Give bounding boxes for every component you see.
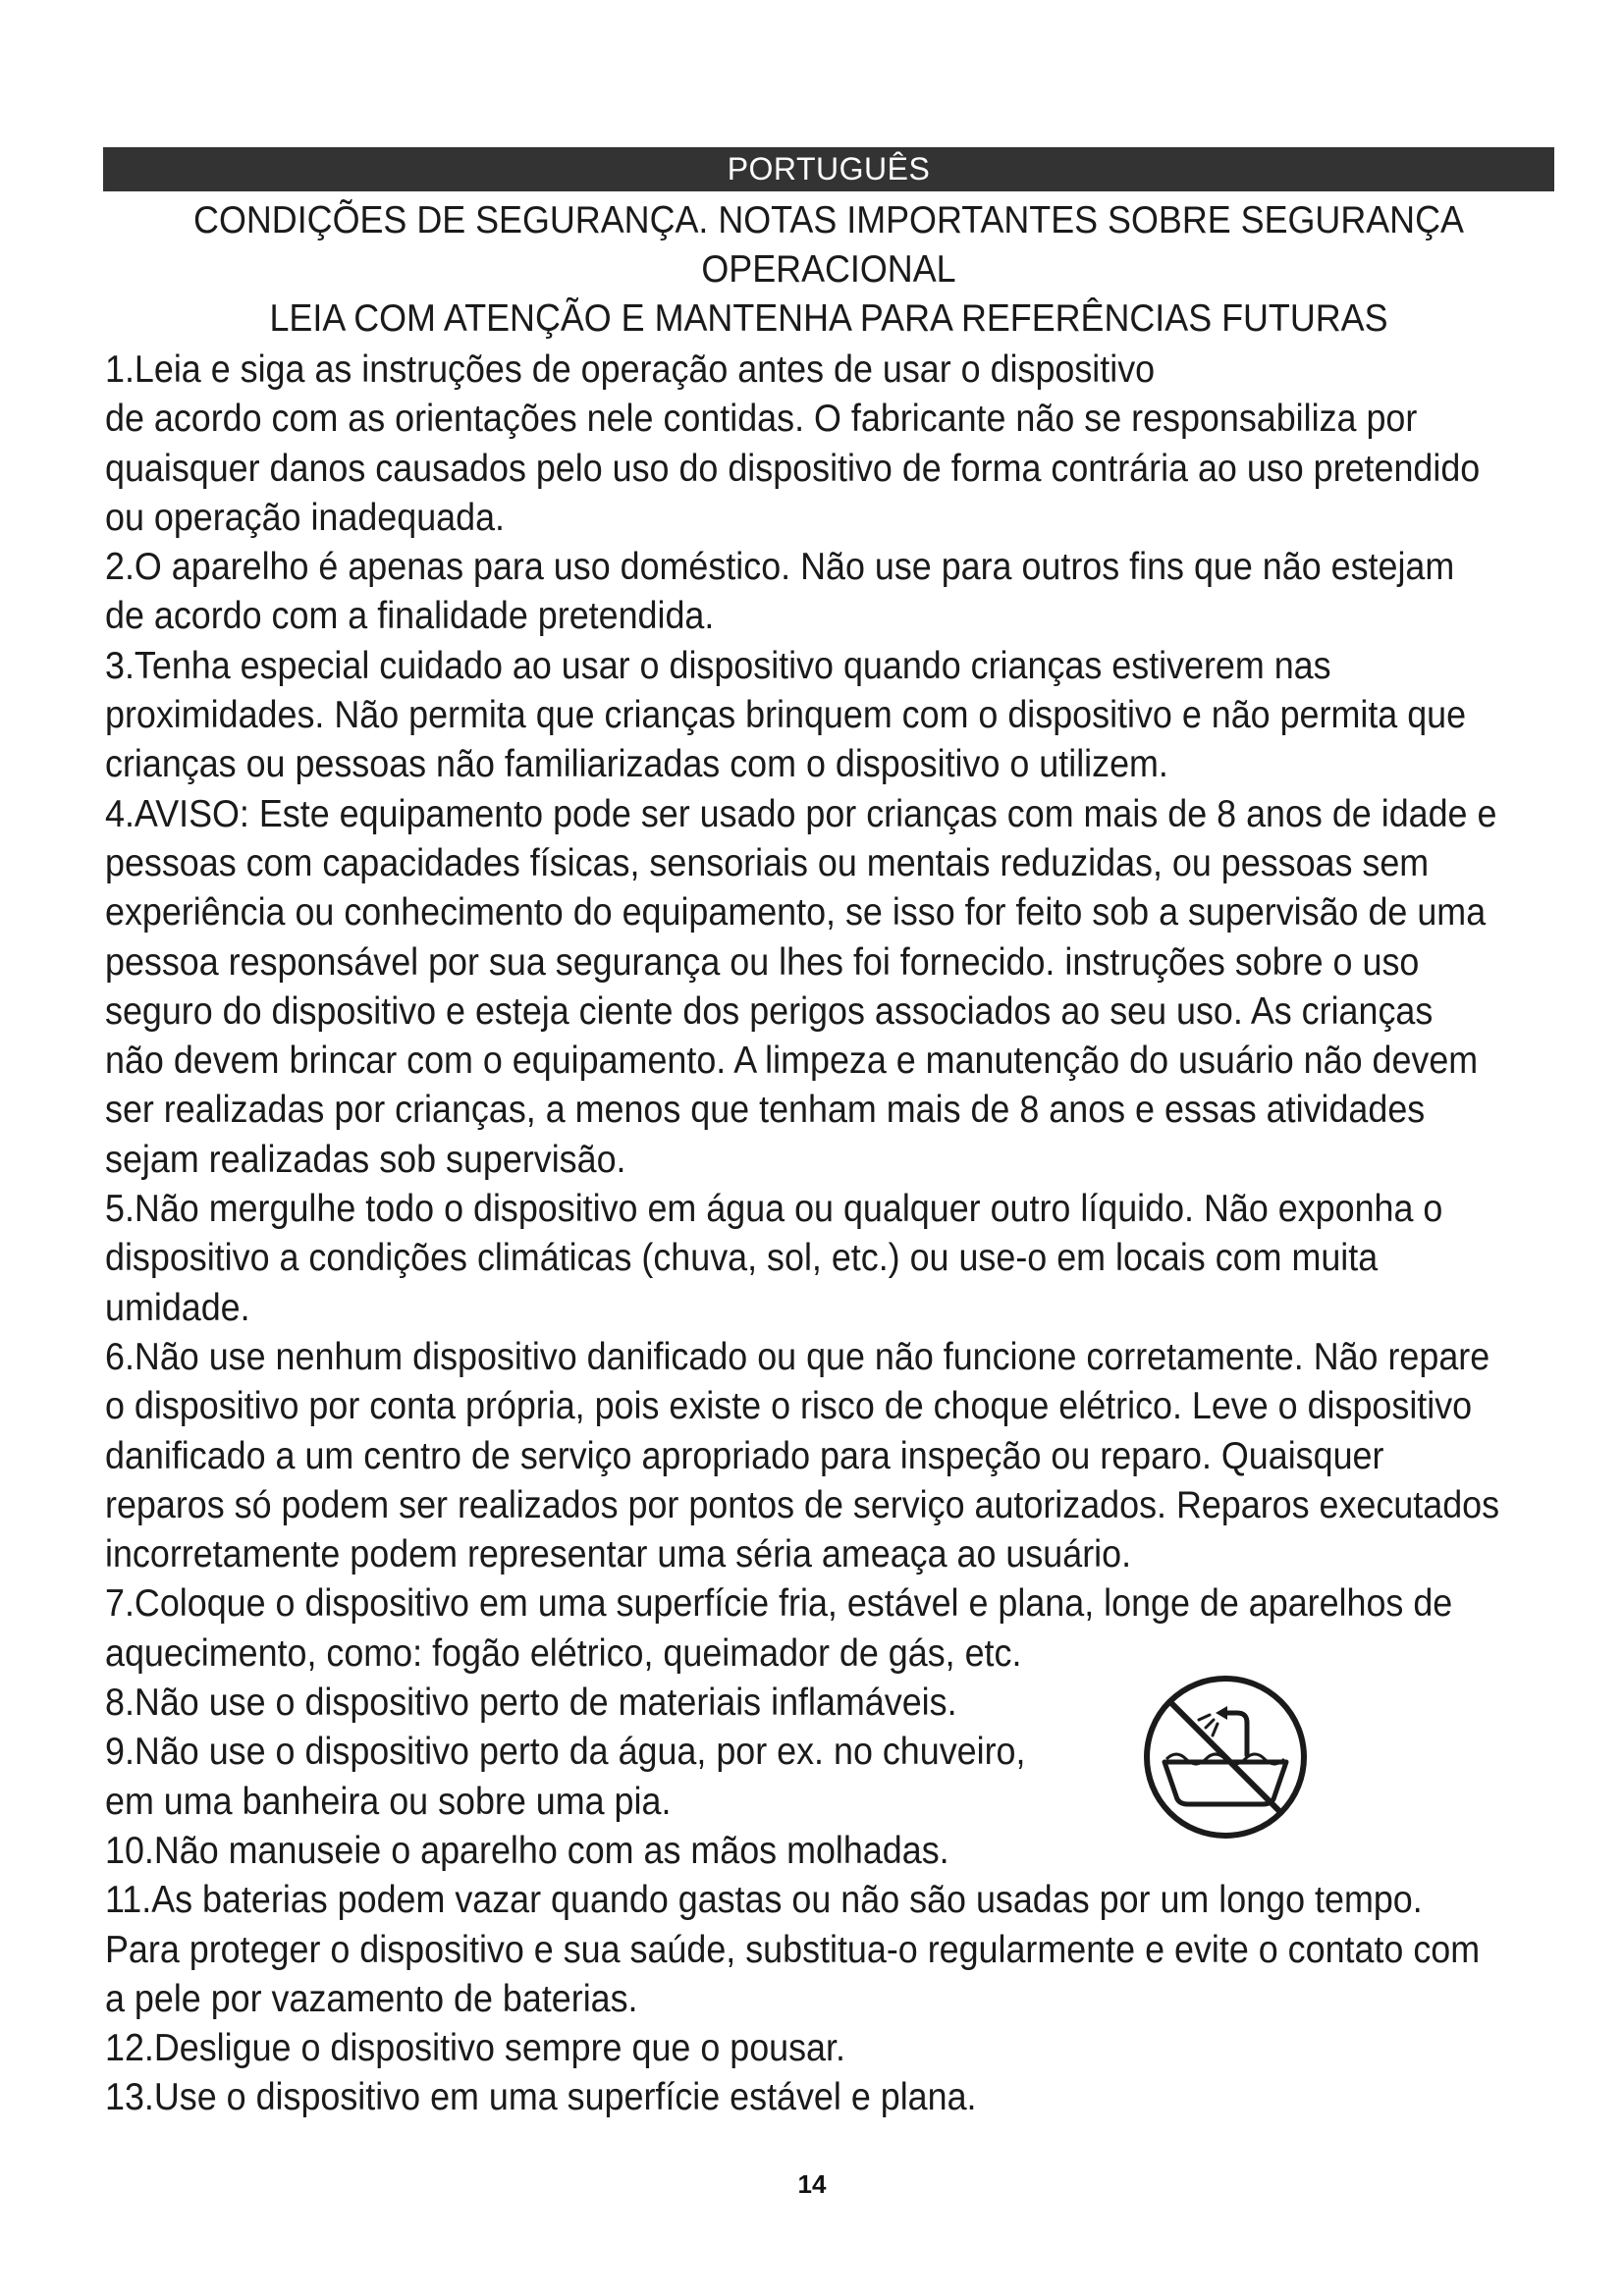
- instruction-line-text: proximidades. Não permita que crianças brinquem com o dispositivo e não permita que: [105, 694, 1467, 737]
- instruction-line: [105, 445, 1568, 494]
- instruction-line-text: reparos só podem ser realizados por pontos de serviço autorizados. Reparos executados: [105, 1483, 1500, 1526]
- instruction-line-text: seguro do dispositivo e esteja ciente dos perigos associados ao seu uso. As crianças: [105, 989, 1434, 1033]
- instruction-item: [105, 2024, 1568, 2073]
- instruction-item: [105, 1728, 1568, 1827]
- instruction-line-text: 5.Não mergulhe todo o dispositivo em água ou qualquer outro líquido. Não exponha o: [105, 1188, 1443, 1231]
- heading-line-3: LEIA COM ATENÇÃO E MANTENHA PARA REFERÊNCIAS FUTURAS: [269, 297, 1388, 340]
- instruction-line: [105, 938, 1568, 988]
- instruction-line: [105, 2024, 1568, 2073]
- instruction-line-text: pessoas com capacidades físicas, sensoriais ou mentais reduzidas, ou pessoas sem: [105, 841, 1430, 884]
- instruction-line: [105, 592, 1568, 641]
- instruction-line-text: dispositivo a condições climáticas (chuva, sol, etc.) ou use-o em locais com muita: [105, 1237, 1379, 1280]
- instruction-item: [105, 346, 1568, 543]
- instruction-line: [105, 1975, 1568, 2024]
- instruction-line-text: 11.As baterias podem vazar quando gastas ou não são usadas por um longo tempo.: [105, 1879, 1423, 1922]
- instruction-line-text: 8.Não use o dispositivo perto de materiais inflamáveis.: [105, 1682, 957, 1725]
- instruction-line-text: incorretamente podem representar uma séria ameaça ao usuário.: [105, 1533, 1132, 1576]
- instruction-line: [105, 494, 1568, 543]
- language-bar: PORTUGUÊS: [103, 147, 1554, 191]
- instruction-line-text: crianças ou pessoas não familiarizadas com o dispositivo o utilizem.: [105, 743, 1168, 786]
- instruction-line-text: Para proteger o dispositivo e sua saúde, substitua-o regularmente e evite o contato com: [105, 1928, 1481, 1971]
- instruction-line: [105, 790, 1568, 839]
- instruction-item: [105, 1876, 1568, 2024]
- heading-line-1: CONDIÇÕES DE SEGURANÇA. NOTAS IMPORTANTES SOBRE SEGURANÇA: [193, 199, 1464, 241]
- instruction-line-text: de acordo com a finalidade pretendida.: [105, 595, 715, 638]
- instruction-line-text: quaisquer danos causados pelo uso do dispositivo de forma contrária ao uso pretendido: [105, 447, 1481, 490]
- instruction-line-text: ou operação inadequada.: [105, 496, 505, 539]
- instruction-line: [105, 1234, 1568, 1283]
- instruction-line: [105, 1926, 1568, 1975]
- instruction-line-text: danificado a um centro de serviço apropriado para inspeção ou reparo. Quaisquer: [105, 1434, 1384, 1477]
- instruction-line: [105, 1579, 1568, 1629]
- instruction-item: [105, 790, 1568, 1185]
- instruction-line-text: 6.Não use nenhum dispositivo danificado ou que não funcione corretamente. Não repare: [105, 1335, 1490, 1378]
- instruction-line-text: de acordo com as orientações nele contidas. O fabricante não se responsabiliza por: [105, 398, 1418, 441]
- instruction-line-text: pessoa responsável por sua segurança ou lhes foi fornecido. instruções sobre o uso: [105, 940, 1420, 984]
- instruction-item: [105, 1333, 1568, 1579]
- safety-instructions-list: [105, 346, 1568, 2123]
- instruction-line: [105, 1333, 1568, 1382]
- instruction-line-text: umidade.: [105, 1286, 250, 1329]
- instruction-line: [105, 1679, 1568, 1728]
- instruction-line: [105, 1284, 1568, 1333]
- instruction-line-text: 3.Tenha especial cuidado ao usar o dispositivo quando crianças estiverem nas: [105, 644, 1331, 687]
- instruction-line: [105, 988, 1568, 1037]
- instruction-line: [105, 839, 1568, 888]
- instruction-line-text: 1.Leia e siga as instruções de operação antes de usar o dispositivo: [105, 348, 1156, 391]
- instruction-line: [105, 1382, 1568, 1431]
- instruction-line-text: o dispositivo por conta própria, pois existe o risco de choque elétrico. Leve o dispositivo: [105, 1385, 1473, 1428]
- instruction-item: [105, 1827, 1568, 1876]
- instruction-line-text: a pele por vazamento de baterias.: [105, 1977, 638, 2020]
- instruction-line-text: experiência ou conhecimento do equipamento, se isso for feito sob a supervisão de uma: [105, 891, 1487, 934]
- instruction-line: [105, 1530, 1568, 1579]
- instruction-line: [105, 395, 1568, 444]
- instruction-line: [105, 1432, 1568, 1481]
- instruction-line: [105, 1629, 1568, 1679]
- instruction-line-text: sejam realizadas sob supervisão.: [105, 1138, 626, 1181]
- instruction-line-text: 10.Não manuseie o aparelho com as mãos molhadas.: [105, 1829, 949, 1872]
- instruction-item: [105, 1185, 1568, 1333]
- instruction-line: [105, 888, 1568, 937]
- instruction-line: [105, 1037, 1568, 1086]
- instruction-item: [105, 543, 1568, 642]
- page-number: 14: [797, 2169, 827, 2199]
- instruction-item: [105, 1679, 1568, 1728]
- no-water-near-bath-icon: [1137, 1669, 1314, 1845]
- instruction-line: [105, 1185, 1568, 1234]
- instruction-line-text: em uma banheira ou sobre uma pia.: [105, 1780, 672, 1823]
- instruction-line-text: não devem brincar com o equipamento. A limpeza e manutenção do usuário não devem: [105, 1040, 1479, 1083]
- instruction-line: [105, 1827, 1568, 1876]
- instruction-line-text: 4.AVISO: Este equipamento pode ser usado por crianças com mais de 8 anos de idade e: [105, 792, 1497, 835]
- instruction-item: [105, 2073, 1568, 2122]
- instruction-line: [105, 740, 1568, 789]
- instruction-line: [105, 1136, 1568, 1185]
- instruction-line-text: 2.O aparelho é apenas para uso doméstico. Não use para outros fins que não estejam: [105, 546, 1455, 589]
- instruction-line-text: ser realizadas por crianças, a menos que tenham mais de 8 anos e essas atividades: [105, 1089, 1426, 1132]
- heading-line-2: OPERACIONAL: [701, 248, 956, 291]
- instruction-line: [105, 691, 1568, 740]
- instruction-line: [105, 1086, 1568, 1135]
- instruction-item: [105, 642, 1568, 790]
- instruction-line: [105, 543, 1568, 592]
- instruction-line: [105, 1481, 1568, 1530]
- instruction-item: [105, 1579, 1568, 1679]
- instruction-line-text: 9.Não use o dispositivo perto da água, por ex. no chuveiro,: [105, 1731, 1026, 1774]
- instruction-line: [105, 1778, 1568, 1827]
- instruction-line-text: aquecimento, como: fogão elétrico, queimador de gás, etc.: [105, 1631, 1022, 1675]
- instruction-line-text: 13.Use o dispositivo em uma superfície estável e plana.: [105, 2076, 977, 2119]
- instruction-line: [105, 1728, 1568, 1777]
- instruction-line-text: 12.Desligue o dispositivo sempre que o pousar.: [105, 2027, 845, 2070]
- instruction-line: [105, 346, 1568, 395]
- instruction-line: [105, 1876, 1568, 1925]
- instruction-line-text: 7.Coloque o dispositivo em uma superfície fria, estável e plana, longe de aparelhos de: [105, 1582, 1453, 1626]
- instruction-line: [105, 2073, 1568, 2122]
- instruction-line: [105, 642, 1568, 691]
